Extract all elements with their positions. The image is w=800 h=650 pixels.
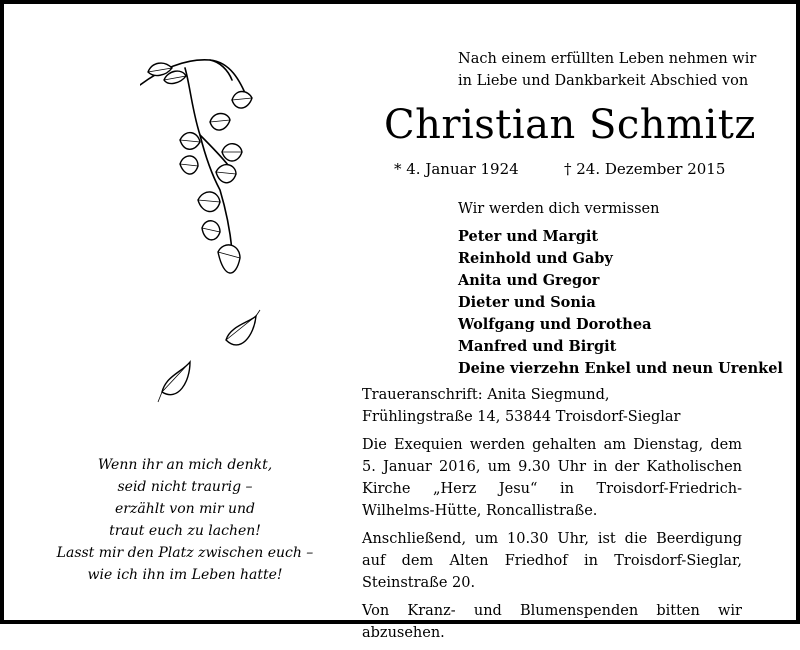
- birth-date: * 4. Januar 1924: [394, 160, 519, 178]
- poem-line: erzählt von mir und: [115, 501, 255, 517]
- poem-line: seid nicht traurig –: [117, 479, 253, 495]
- list-item: Deine vierzehn Enkel und neun Urenkel: [458, 360, 783, 377]
- list-item: Manfred und Birgit: [458, 338, 617, 355]
- mourners-intro: Wir werden dich vermissen: [458, 201, 660, 217]
- list-item: Anita und Gregor: [458, 272, 600, 289]
- address-line-1: Traueranschrift: Anita Siegmund,: [362, 387, 610, 403]
- list-item: Peter und Margit: [458, 228, 599, 245]
- poem-line: Wenn ihr an mich denkt,: [97, 457, 273, 473]
- intro-text: [458, 48, 788, 92]
- death-date: † 24. Dezember 2015: [564, 160, 726, 178]
- burial-info: Anschließend, um 10.30 Uhr, ist die Beerdigung auf dem Alten Friedhof in Troisdorf-Sieglar, Steinstraße 20.: [362, 531, 742, 591]
- poem-line: traut euch zu lachen!: [109, 523, 261, 539]
- list-item: Wolfgang und Dorothea: [458, 316, 652, 333]
- poem-line: wie ich ihn im Leben hatte!: [87, 567, 283, 583]
- poem-line: Lasst mir den Platz zwischen euch –: [56, 545, 314, 561]
- address-line-2: Frühlingstraße 14, 53844 Troisdorf-Sieglar: [362, 409, 681, 425]
- flowers-note: Von Kranz- und Blumenspenden bitten wir abzusehen.: [362, 603, 742, 641]
- intro-line-1: Nach einem erfüllten Leben nehmen wir: [458, 51, 757, 67]
- memorial-poem: [30, 454, 340, 586]
- intro-line-2: in Liebe und Dankbarkeit Abschied von: [458, 73, 749, 89]
- exequien-info: Die Exequien werden gehalten am Dienstag, dem 5. Januar 2016, um 9.30 Uhr in der Katholischen Kirche „Herz Jesu“ in Troisdorf-Friedrich-Wilhelms-Hütte, Roncallistraße.: [362, 437, 742, 519]
- mourning-address: [362, 384, 742, 428]
- mourners-list: [458, 226, 783, 380]
- birch-branch-icon: [140, 40, 290, 420]
- deceased-name: Christian Schmitz: [384, 102, 756, 148]
- list-item: Dieter und Sonia: [458, 294, 596, 311]
- list-item: Reinhold und Gaby: [458, 250, 613, 267]
- service-details: [362, 384, 742, 650]
